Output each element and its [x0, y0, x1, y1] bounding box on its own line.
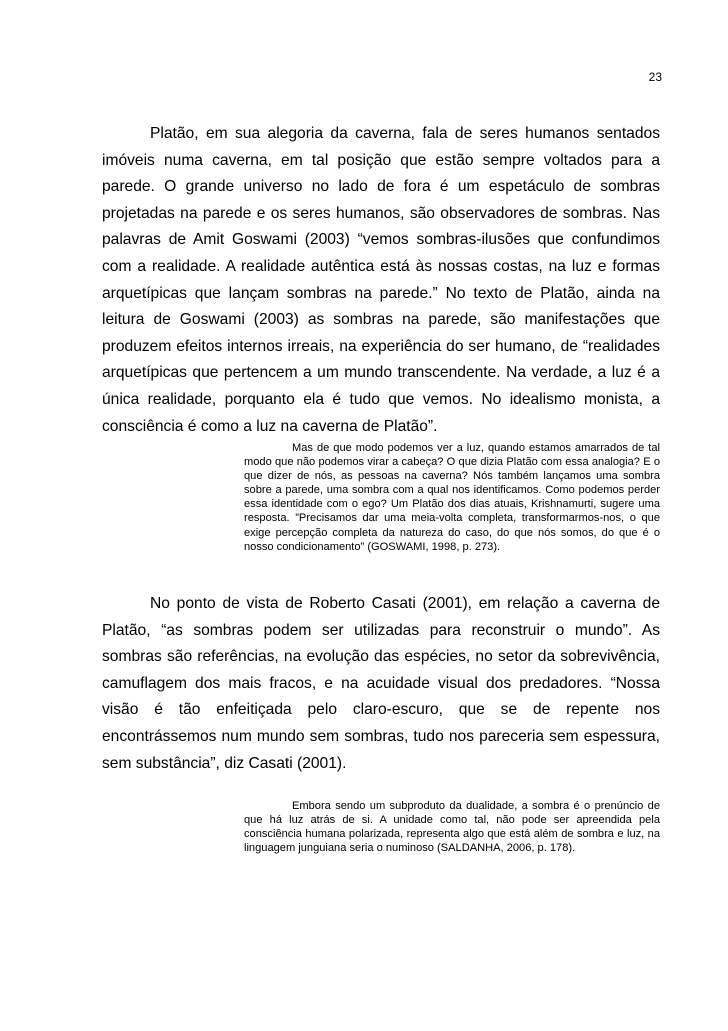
page-number: 23 [648, 70, 662, 84]
body-paragraph: No ponto de vista de Roberto Casati (2001), em relação a caverna de Platão, “as sombras podem ser utilizadas para reconstruir o mundo”. As sombras são referências, na evolução das espécies, no setor da sobrevivência, camuflagem dos mais fracos, e na acuidade visual dos predadores. “Nossa visão é tão enfeitiçada pelo claro-escuro, que se de repente nos encontrássemos num mundo sem sombras, tudo nos pareceria sem espessura, sem substância”, diz Casati (2001). [102, 595, 660, 772]
body-paragraph: Platão, em sua alegoria da caverna, fala de seres humanos sentados imóveis numa caverna, em tal posição que estão sempre voltados para a parede. O grande universo no lado de fora é um espetáculo de sombras projetadas na parede e os seres humanos, são observadores de sombras. Nas palavras de Amit Goswami (2003) “vemos sombras-ilusões que confundimos com a realidade. A realidade autêntica está às nossas costas, na luz e formas arquetípicas que lançam sombras na parede.” No texto de Platão, ainda na leitura de Goswami (2003) as sombras na parede, são manifestações que produzem efeitos internos irreais, na experiência do ser humano, de “realidades arquetípicas que pertencem a um mundo transcendente. Na verdade, a luz é a única realidade, porquanto ela é tudo que vemos. No idealismo monista, a consciência é como a luz na caverna de Platão”. [102, 125, 660, 435]
block-quote: Embora sendo um subproduto da dualidade, a sombra é o prenúncio de que há luz atrás de si. A unidade como tal, não pode ser apreendida pela consciência humana polarizada, representa algo que está além de sombra e luz, na linguagem junguiana seria o numinoso (SALDANHA, 2006, p. 178). [244, 800, 660, 855]
block-quote: Mas de que modo podemos ver a luz, quando estamos amarrados de tal modo que não podemos virar a cabeça? O que dizia Platão com essa analogia? E o que dizer de nós, as pessoas na caverna? Nós também lançamos uma sombra sobre a parede, uma sombra com a qual nos identificamos. Como podemos perder essa identidade com o ego? Um Platão dos dias atuais, Krishnamurti, sugere uma resposta. ”Precisamos dar uma meia-volta completa, transformarmos-nos, o que exige percepção completa da natureza do caso, do que nós somos, do que é o nosso condicionamento” (GOSWAMI, 1998, p. 273). [244, 442, 660, 553]
